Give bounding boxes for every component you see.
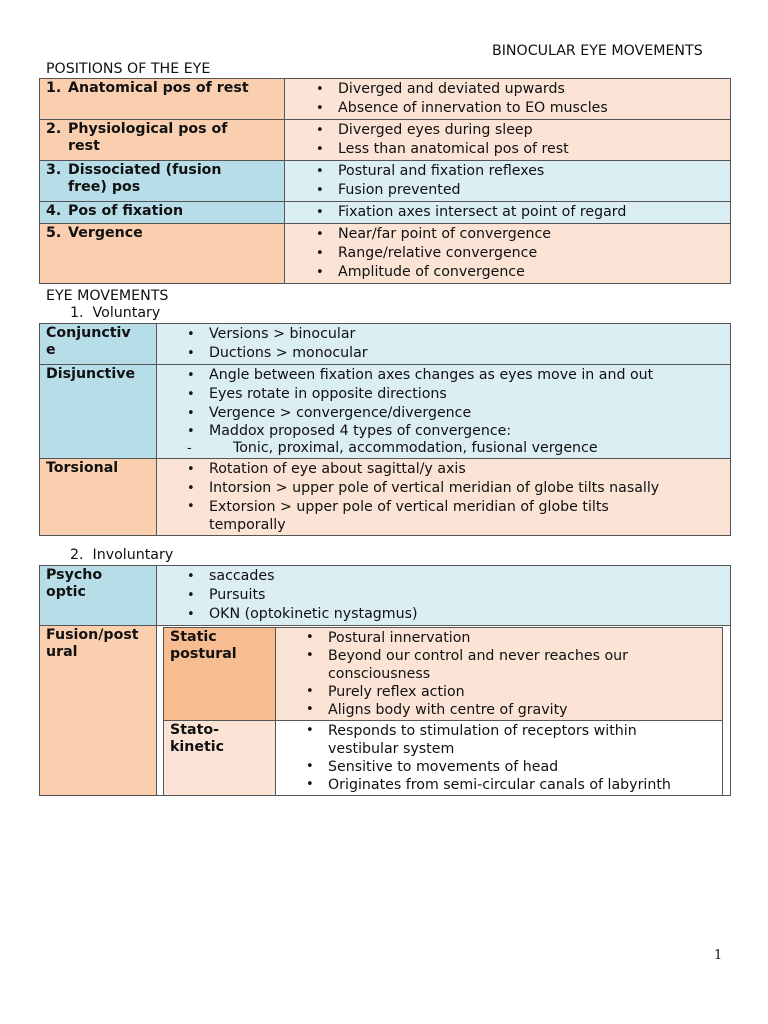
list-item: • Diverged and deviated upwards: [338, 80, 730, 99]
position-label: 5. Vergence: [40, 224, 285, 284]
list-item: • Originates from semi-circular canals of labyrinth: [328, 776, 722, 794]
list-item: • Extorsion > upper pole of vertical meridian of globe tilts temporally: [209, 498, 730, 534]
psychooptic-details: [157, 566, 731, 626]
list-item: • Vergence > convergence/divergence: [209, 404, 730, 423]
list-item: • Diverged eyes during sleep: [338, 121, 730, 140]
fusion-postural-label: Fusion/post ural: [40, 626, 157, 796]
disjunctive-label: Disjunctive: [40, 365, 157, 459]
list-item: • Responds to stimulation of receptors within vestibular system: [328, 722, 722, 758]
document-title: BINOCULAR EYE MOVEMENTS: [492, 43, 703, 59]
postural-subtable: [163, 627, 723, 796]
position-label: 2. Physiological pos of rest: [40, 120, 285, 161]
position-details: [285, 161, 731, 202]
list-item: • Absence of innervation to EO muscles: [338, 99, 730, 118]
conjunctive-details: [157, 324, 731, 365]
positions-heading: POSITIONS OF THE EYE: [46, 61, 211, 77]
list-item: • Sensitive to movements of head: [328, 758, 722, 776]
list-item: • Versions > binocular: [209, 325, 730, 344]
list-item: • Amplitude of convergence: [338, 263, 730, 282]
positions-table: [39, 78, 731, 284]
involuntary-heading: 2. Involuntary: [70, 547, 174, 563]
psychooptic-label: Psycho optic: [40, 566, 157, 626]
position-details: [285, 120, 731, 161]
position-label: 3. Dissociated (fusion free) pos: [40, 161, 285, 202]
page-number: 1: [714, 948, 723, 963]
involuntary-table: [39, 565, 731, 796]
statokinetic-label: Stato- kinetic: [164, 721, 276, 796]
conjunctive-label: Conjunctiv e: [40, 324, 157, 365]
table-row: [40, 459, 731, 536]
statokinetic-details: [276, 721, 723, 796]
voluntary-table: [39, 323, 731, 536]
table-row: [40, 324, 731, 365]
table-row: [40, 224, 731, 284]
static-postural-details: [276, 628, 723, 721]
list-item: • Maddox proposed 4 types of convergence:: [209, 423, 730, 440]
table-row: [164, 721, 723, 796]
list-item: • Postural and fixation reflexes: [338, 162, 730, 181]
eye-movements-heading: EYE MOVEMENTS: [46, 288, 169, 304]
list-item: • OKN (optokinetic nystagmus): [209, 605, 730, 624]
list-item: • Postural innervation: [328, 629, 722, 647]
list-item: • Ductions > monocular: [209, 344, 730, 363]
position-details: [285, 224, 731, 284]
sub-list-item: - Tonic, proximal, accommodation, fusional vergence: [209, 440, 730, 457]
list-item: • Near/far point of convergence: [338, 225, 730, 244]
list-item: • Eyes rotate in opposite directions: [209, 385, 730, 404]
fusion-postural-details: [157, 626, 731, 796]
static-postural-label: Static postural: [164, 628, 276, 721]
list-item: • Aligns body with centre of gravity: [328, 701, 722, 719]
list-item: • Range/relative convergence: [338, 244, 730, 263]
table-row: [40, 626, 731, 796]
position-details: [285, 79, 731, 120]
table-row: [40, 161, 731, 202]
list-item: • Less than anatomical pos of rest: [338, 140, 730, 159]
position-details: [285, 202, 731, 224]
list-item: • Pursuits: [209, 586, 730, 605]
list-item: • Purely reflex action: [328, 683, 722, 701]
list-item: • Intorsion > upper pole of vertical meridian of globe tilts nasally: [209, 479, 730, 498]
position-label: 1. Anatomical pos of rest: [40, 79, 285, 120]
list-item: • Fusion prevented: [338, 181, 730, 200]
table-row: [40, 120, 731, 161]
voluntary-heading: 1. Voluntary: [70, 305, 161, 321]
list-item: • saccades: [209, 567, 730, 586]
position-label: 4. Pos of fixation: [40, 202, 285, 224]
list-item: • Fixation axes intersect at point of regard: [338, 203, 730, 222]
torsional-details: [157, 459, 731, 536]
disjunctive-details: [157, 365, 731, 459]
table-row: [40, 202, 731, 224]
table-row: [40, 79, 731, 120]
list-item: • Rotation of eye about sagittal/y axis: [209, 460, 730, 479]
table-row: [40, 365, 731, 459]
list-item: • Angle between fixation axes changes as eyes move in and out: [209, 366, 730, 385]
table-row: [40, 566, 731, 626]
torsional-label: Torsional: [40, 459, 157, 536]
table-row: [164, 628, 723, 721]
list-item: • Beyond our control and never reaches our consciousness: [328, 647, 722, 683]
